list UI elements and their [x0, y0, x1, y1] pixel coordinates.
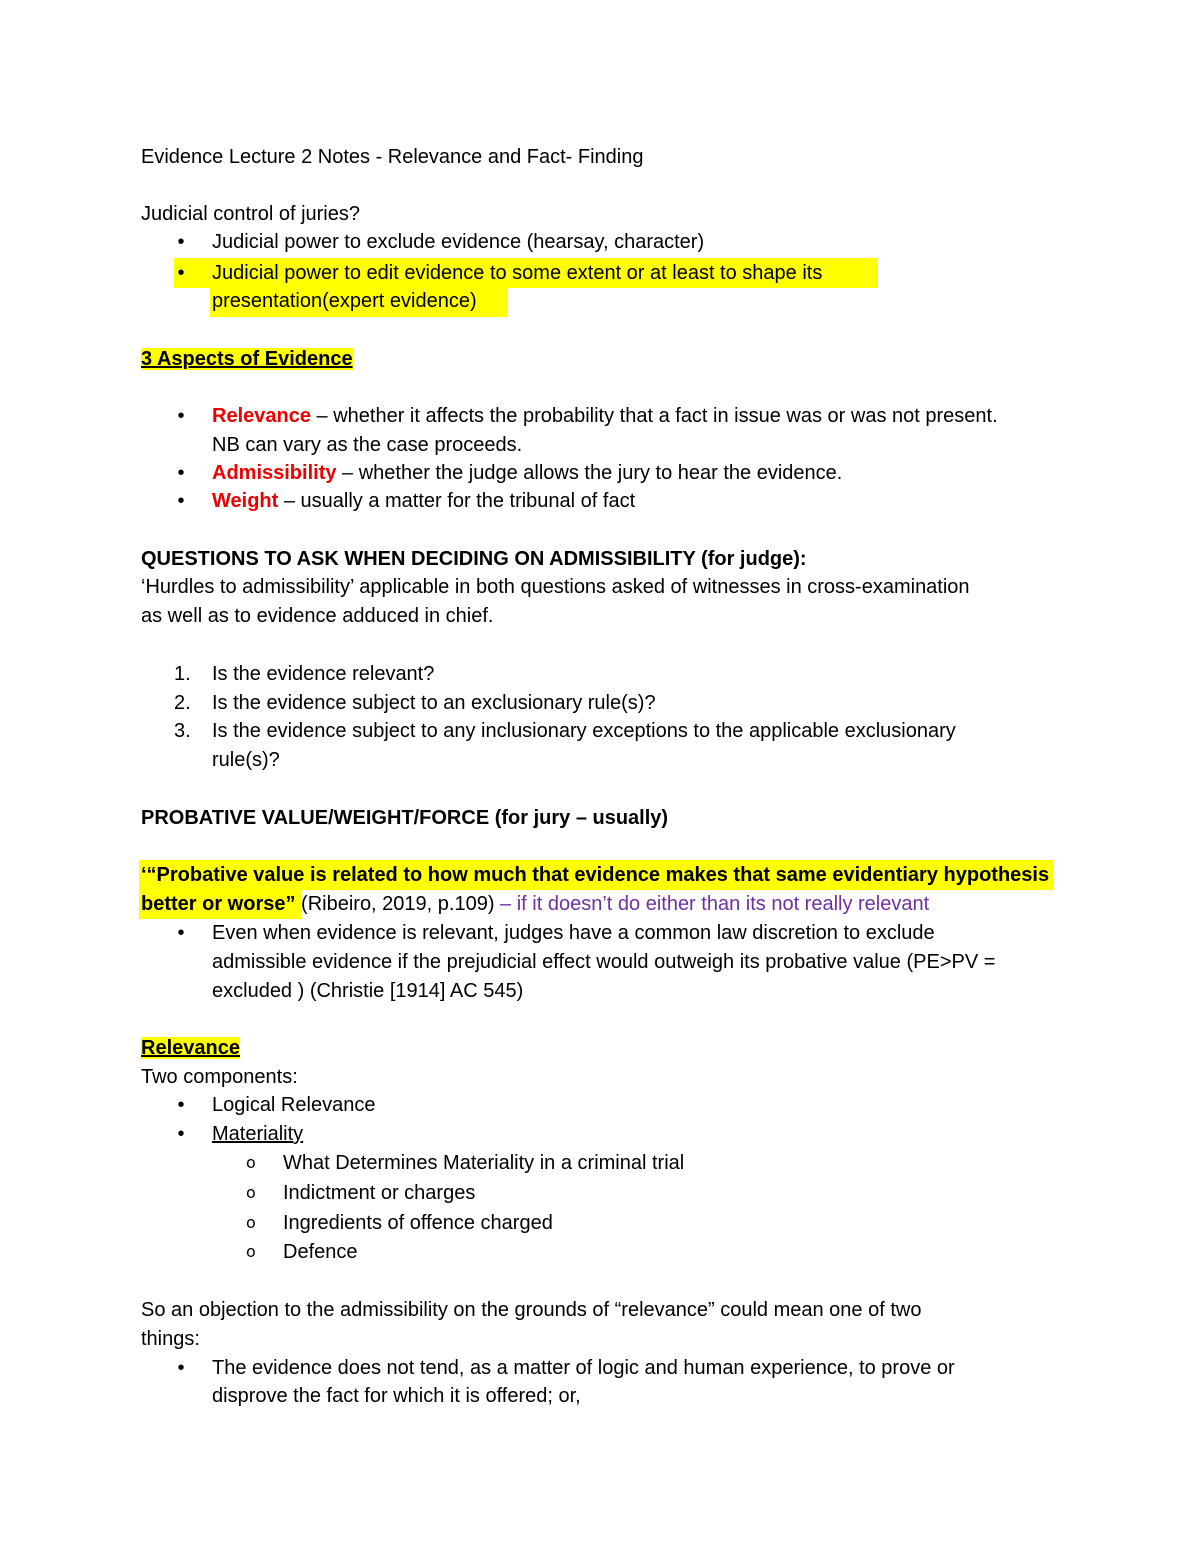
question-item-line2: rule(s)?	[212, 749, 280, 771]
probative-citation: (Ribeiro, 2019, p.109)	[295, 893, 501, 915]
materiality-item: What Determines Materiality in a criminal trial	[283, 1152, 685, 1174]
relevance-logical: Logical Relevance	[212, 1094, 376, 1116]
probative-quote-line2	[141, 891, 929, 917]
bullet-icon: •	[177, 231, 185, 253]
relevance-heading-wrap	[141, 1035, 240, 1061]
relevance-heading: Relevance	[141, 1037, 240, 1059]
bullet-icon: •	[177, 1094, 185, 1116]
aspect-relevance	[212, 403, 998, 429]
question-item: Is the evidence relevant?	[212, 663, 435, 685]
judicial-item-exclude: Judicial power to exclude evidence (hearsay, character)	[212, 231, 705, 253]
list-number: 2.	[174, 692, 191, 714]
objection-line2: things:	[141, 1328, 200, 1350]
materiality-item: Indictment or charges	[283, 1182, 476, 1204]
aspect-weight	[212, 488, 635, 514]
bullet-icon: •	[177, 462, 185, 484]
objection-line1: So an objection to the admissibility on the grounds of “relevance” could mean one of two	[141, 1299, 922, 1321]
circle-bullet-icon: o	[246, 1242, 256, 1261]
circle-bullet-icon: o	[246, 1153, 256, 1172]
bullet-icon: •	[177, 1123, 185, 1145]
probative-bullet-line2: admissible evidence if the prejudicial effect would outweigh its probative value (PE>PV =	[212, 951, 996, 973]
aspect-admissibility-term: Admissibility	[212, 462, 337, 484]
aspect-relevance-line2: NB can vary as the case proceeds.	[212, 434, 523, 456]
judicial-item-edit-line1: Judicial power to edit evidence to some extent or at least to shape its	[212, 262, 823, 284]
bullet-icon: •	[177, 922, 185, 944]
probative-quote-line1: ‘“Probative value is related to how much that evidence makes that same evidentiary hypothesis	[141, 864, 1050, 886]
aspect-admissibility-text: – whether the judge allows the jury to hear the evidence.	[336, 462, 843, 484]
document-title: Evidence Lecture 2 Notes - Relevance and Fact- Finding	[141, 146, 644, 168]
circle-bullet-icon: o	[246, 1213, 256, 1232]
circle-bullet-icon: o	[246, 1183, 256, 1202]
aspects-heading-wrap	[141, 346, 353, 372]
materiality-item: Defence	[283, 1241, 358, 1263]
aspect-weight-text: – usually a matter for the tribunal of fact	[278, 490, 636, 512]
aspects-heading: 3 Aspects of Evidence	[141, 348, 353, 370]
bullet-icon: •	[177, 490, 185, 512]
judicial-item-edit-line2: presentation(expert evidence)	[212, 290, 477, 312]
questions-heading: QUESTIONS TO ASK WHEN DECIDING ON ADMISSIBILITY (for judge):	[141, 548, 807, 570]
bullet-icon: •	[177, 405, 185, 427]
questions-paragraph-line1: ‘Hurdles to admissibility’ applicable in both questions asked of witnesses in cross-examination	[141, 576, 970, 598]
objection-bullet-line1: The evidence does not tend, as a matter of logic and human experience, to prove or	[212, 1357, 955, 1379]
list-number: 1.	[174, 663, 191, 685]
relevance-materiality: Materiality	[212, 1123, 304, 1145]
probative-bullet-line3: excluded ) (Christie [1914] AC 545)	[212, 980, 524, 1002]
materiality-item: Ingredients of offence charged	[283, 1212, 553, 1234]
aspect-weight-term: Weight	[212, 490, 279, 512]
question-item: Is the evidence subject to an exclusionary rule(s)?	[212, 692, 656, 714]
questions-paragraph-line2: as well as to evidence adduced in chief.	[141, 605, 494, 627]
bullet-icon: •	[177, 262, 185, 284]
probative-note: – if it doesn’t do either than its not really relevant	[500, 893, 930, 915]
aspect-relevance-text: – whether it affects the probability that a fact in issue was or was not present.	[310, 405, 998, 427]
probative-quote-end: better or worse”	[141, 893, 296, 915]
probative-bullet-line1: Even when evidence is relevant, judges have a common law discretion to exclude	[212, 922, 935, 944]
relevance-subheading: Two components:	[141, 1066, 298, 1088]
list-number: 3.	[174, 720, 191, 742]
judicial-heading: Judicial control of juries?	[141, 203, 360, 225]
objection-bullet-line2: disprove the fact for which it is offered; or,	[212, 1385, 581, 1407]
aspect-relevance-term: Relevance	[212, 405, 311, 427]
aspect-admissibility	[212, 460, 842, 486]
question-item: Is the evidence subject to any inclusionary exceptions to the applicable exclusionary	[212, 720, 956, 742]
bullet-icon: •	[177, 1357, 185, 1379]
probative-heading: PROBATIVE VALUE/WEIGHT/FORCE (for jury – usually)	[141, 807, 669, 829]
